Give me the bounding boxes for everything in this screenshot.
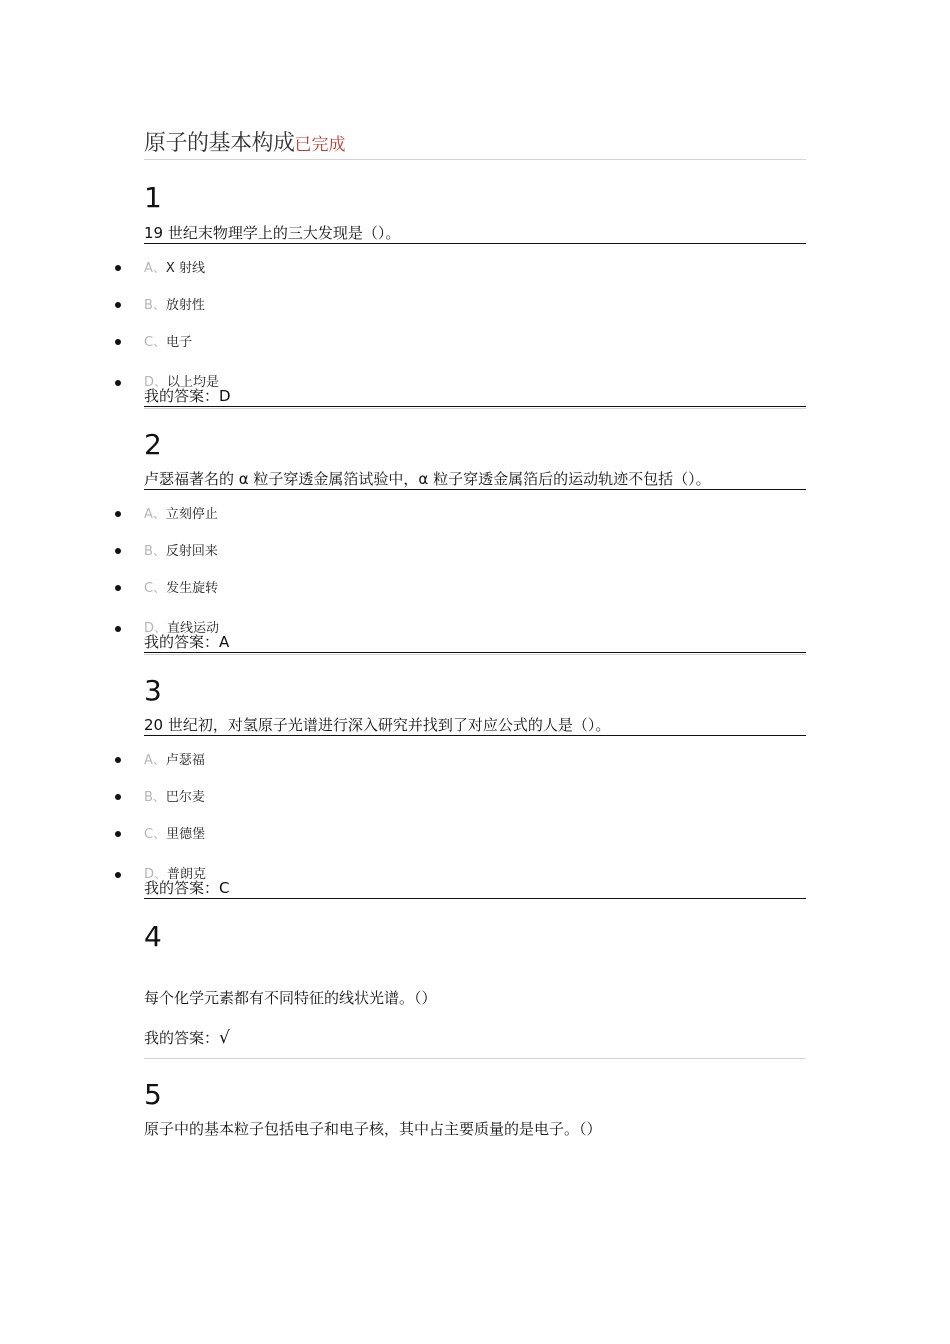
question-text: 20 世纪初，对氢原子光谱进行深入研究并找到了对应公式的人是（）。 — [144, 715, 806, 736]
answer-label: 我的答案： — [144, 387, 220, 405]
my-answer — [144, 1028, 806, 1048]
bullet-icon — [115, 511, 121, 517]
question-3 — [144, 671, 806, 899]
option-letter: C、 — [144, 335, 167, 350]
answer-value: D — [219, 387, 231, 405]
option-list — [144, 250, 806, 390]
question-text: 19 世纪末物理学上的三大发现是（）。 — [144, 223, 806, 244]
answer-label: 我的答案： — [144, 1029, 220, 1047]
question-4 — [144, 917, 806, 1059]
option-letter: B、 — [144, 298, 166, 313]
option-text: X 射线 — [165, 261, 205, 276]
option-text: 电子 — [166, 335, 193, 350]
option-b[interactable] — [144, 533, 806, 570]
question-text: 原子中的基本粒子包括电子和电子核，其中占主要质量的是电子。（） — [144, 1120, 602, 1138]
bullet-icon — [115, 794, 121, 800]
question-1 — [144, 178, 806, 409]
option-c[interactable] — [144, 324, 806, 361]
answer-value: C — [219, 879, 230, 897]
divider — [144, 654, 806, 655]
question-5 — [144, 1075, 806, 1139]
option-c[interactable] — [144, 570, 806, 607]
bullet-icon — [115, 872, 121, 878]
question-number: 1 — [144, 181, 162, 214]
bullet-icon — [115, 548, 121, 554]
option-text: 放射性 — [165, 298, 205, 313]
question-number: 2 — [144, 428, 162, 461]
option-text: 直线运动 — [167, 621, 220, 636]
bullet-icon — [115, 831, 121, 837]
option-a[interactable] — [144, 250, 806, 287]
divider — [144, 1058, 806, 1059]
answer-value: A — [219, 633, 230, 651]
question-number: 4 — [144, 920, 162, 953]
bullet-icon — [115, 265, 121, 271]
option-text: 卢瑟福 — [165, 753, 205, 768]
option-text: 普朗克 — [167, 867, 207, 882]
bullet-icon — [115, 302, 121, 308]
question-text: 卢瑟福著名的 α 粒子穿透金属箔试验中，α 粒子穿透金属箔后的运动轨迹不包括（）。 — [144, 469, 806, 490]
option-c[interactable] — [144, 816, 806, 853]
option-letter: A、 — [144, 261, 166, 276]
option-letter: C、 — [144, 581, 167, 596]
option-letter: B、 — [144, 544, 166, 559]
option-text: 反射回来 — [165, 544, 218, 559]
answer-label: 我的答案： — [144, 879, 220, 897]
option-letter: D、 — [144, 621, 168, 636]
bullet-icon — [115, 626, 121, 632]
question-2 — [144, 425, 806, 655]
my-answer — [144, 386, 806, 407]
answer-value: √ — [219, 1028, 230, 1048]
completion-status: 已完成 — [294, 135, 346, 155]
option-letter: A、 — [144, 507, 166, 522]
option-text: 立刻停止 — [165, 507, 218, 522]
option-letter: D、 — [144, 867, 168, 882]
option-text: 发生旋转 — [166, 581, 219, 596]
option-a[interactable] — [144, 742, 806, 779]
option-letter: D、 — [144, 375, 168, 390]
option-b[interactable] — [144, 287, 806, 324]
option-a[interactable] — [144, 496, 806, 533]
option-text: 以上均是 — [167, 375, 220, 390]
option-b[interactable] — [144, 779, 806, 816]
option-d[interactable] — [144, 607, 806, 636]
bullet-icon — [115, 585, 121, 591]
option-letter: A、 — [144, 753, 166, 768]
option-letter: C、 — [144, 827, 167, 842]
bullet-icon — [115, 757, 121, 763]
my-answer — [144, 632, 806, 653]
chapter-title: 原子的基本构成 — [144, 131, 295, 156]
option-text: 巴尔麦 — [165, 790, 205, 805]
option-d[interactable] — [144, 361, 806, 390]
option-d[interactable] — [144, 853, 806, 882]
option-list — [144, 496, 806, 636]
my-answer — [144, 878, 806, 899]
option-list — [144, 742, 806, 882]
answer-label: 我的答案： — [144, 633, 220, 651]
option-letter: B、 — [144, 790, 166, 805]
quiz-page — [144, 126, 806, 1139]
divider — [144, 408, 806, 409]
option-text: 里德堡 — [166, 827, 206, 842]
question-number: 5 — [144, 1078, 162, 1111]
question-number: 3 — [144, 674, 162, 707]
bullet-icon — [115, 339, 121, 345]
question-text: 每个化学元素都有不同特征的线状光谱。（） — [144, 989, 437, 1007]
bullet-icon — [115, 380, 121, 386]
chapter-title-row — [144, 126, 806, 160]
